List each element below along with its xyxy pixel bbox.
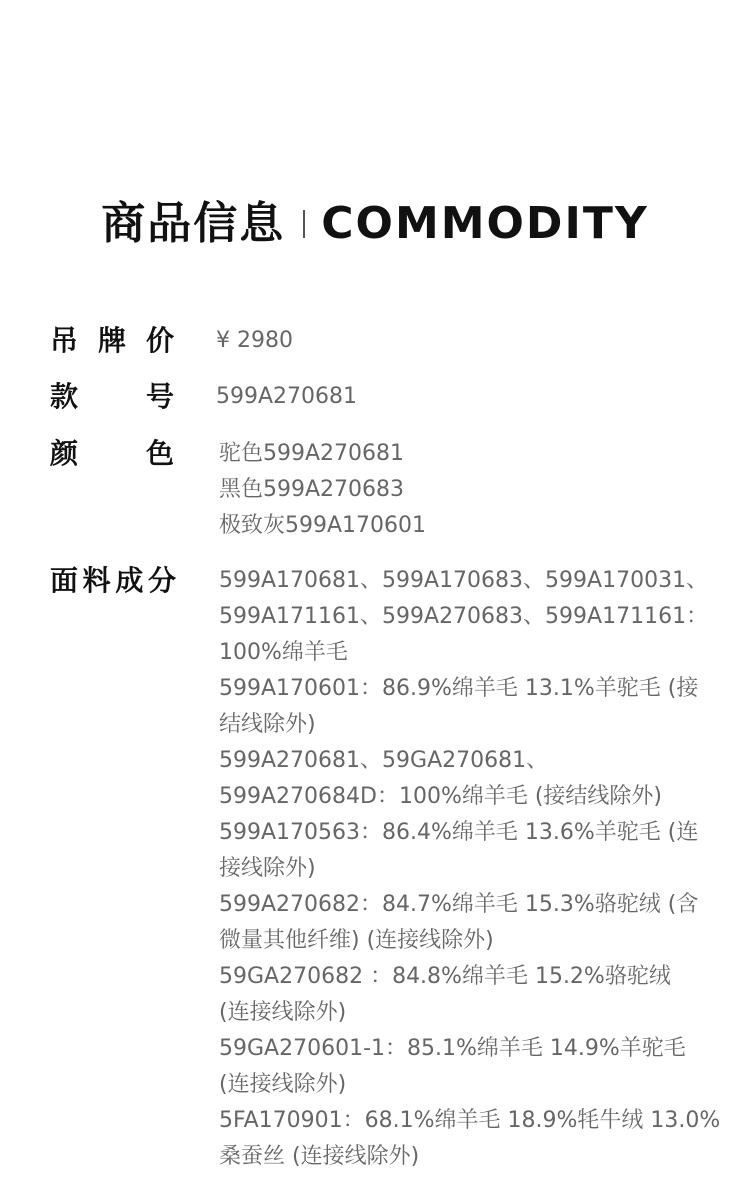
title-english: COMMODITY xyxy=(321,198,649,249)
style-number-value: 599A270681 xyxy=(216,384,358,409)
fabric-line: 599A270682：84.7%绵羊毛 15.3%骆驼绒 (含 xyxy=(219,892,699,917)
price-value: ¥ 2980 xyxy=(216,328,293,353)
fabric-line: 599A170681、599A170683、599A170031、 xyxy=(219,568,709,593)
fabric-line: 结线除外) xyxy=(219,712,316,737)
fabric-label: 面 料 成 分 xyxy=(50,564,176,597)
style-number-label: 款 号 xyxy=(50,380,174,413)
price-label: 吊 牌 价 xyxy=(50,324,174,357)
color-option: 黑色599A270683 xyxy=(219,477,405,502)
fabric-line: (连接线除外) xyxy=(219,1000,347,1025)
color-values xyxy=(219,436,426,544)
fabric-line: 59GA270682 ：84.8%绵羊毛 15.2%骆驼绒 xyxy=(219,964,671,989)
fabric-line: 接线除外) xyxy=(219,856,316,881)
fabric-line: 100%绵羊毛 xyxy=(219,640,348,665)
title-divider xyxy=(303,210,305,238)
fabric-line: 599A170563：86.4%绵羊毛 13.6%羊驼毛 (连 xyxy=(219,820,699,845)
fabric-line: 599A270681、59GA270681、 xyxy=(219,748,549,773)
title-chinese: 商品信息 xyxy=(101,198,286,249)
color-option: 驼色599A270681 xyxy=(219,441,405,466)
fabric-line: 5FA170901：68.1%绵羊毛 18.9%牦牛绒 13.0% xyxy=(219,1108,721,1133)
fabric-line: 微量其他纤维) (连接线除外) xyxy=(219,928,494,953)
fabric-composition xyxy=(219,563,720,1175)
fabric-line: 59GA270601-1：85.1%绵羊毛 14.9%羊驼毛 xyxy=(219,1036,686,1061)
fabric-line: (连接线除外) xyxy=(219,1072,347,1097)
color-label: 颜 色 xyxy=(50,437,174,470)
fabric-line: 599A170601：86.9%绵羊毛 13.1%羊驼毛 (接 xyxy=(219,676,699,701)
section-title xyxy=(0,196,750,252)
color-option: 极致灰599A170601 xyxy=(219,513,427,538)
fabric-line: 桑蚕丝 (连接线除外) xyxy=(219,1144,420,1169)
fabric-line: 599A171161、599A270683、599A171161： xyxy=(219,604,709,629)
fabric-line: 599A270684D：100%绵羊毛 (接结线除外) xyxy=(219,784,663,809)
